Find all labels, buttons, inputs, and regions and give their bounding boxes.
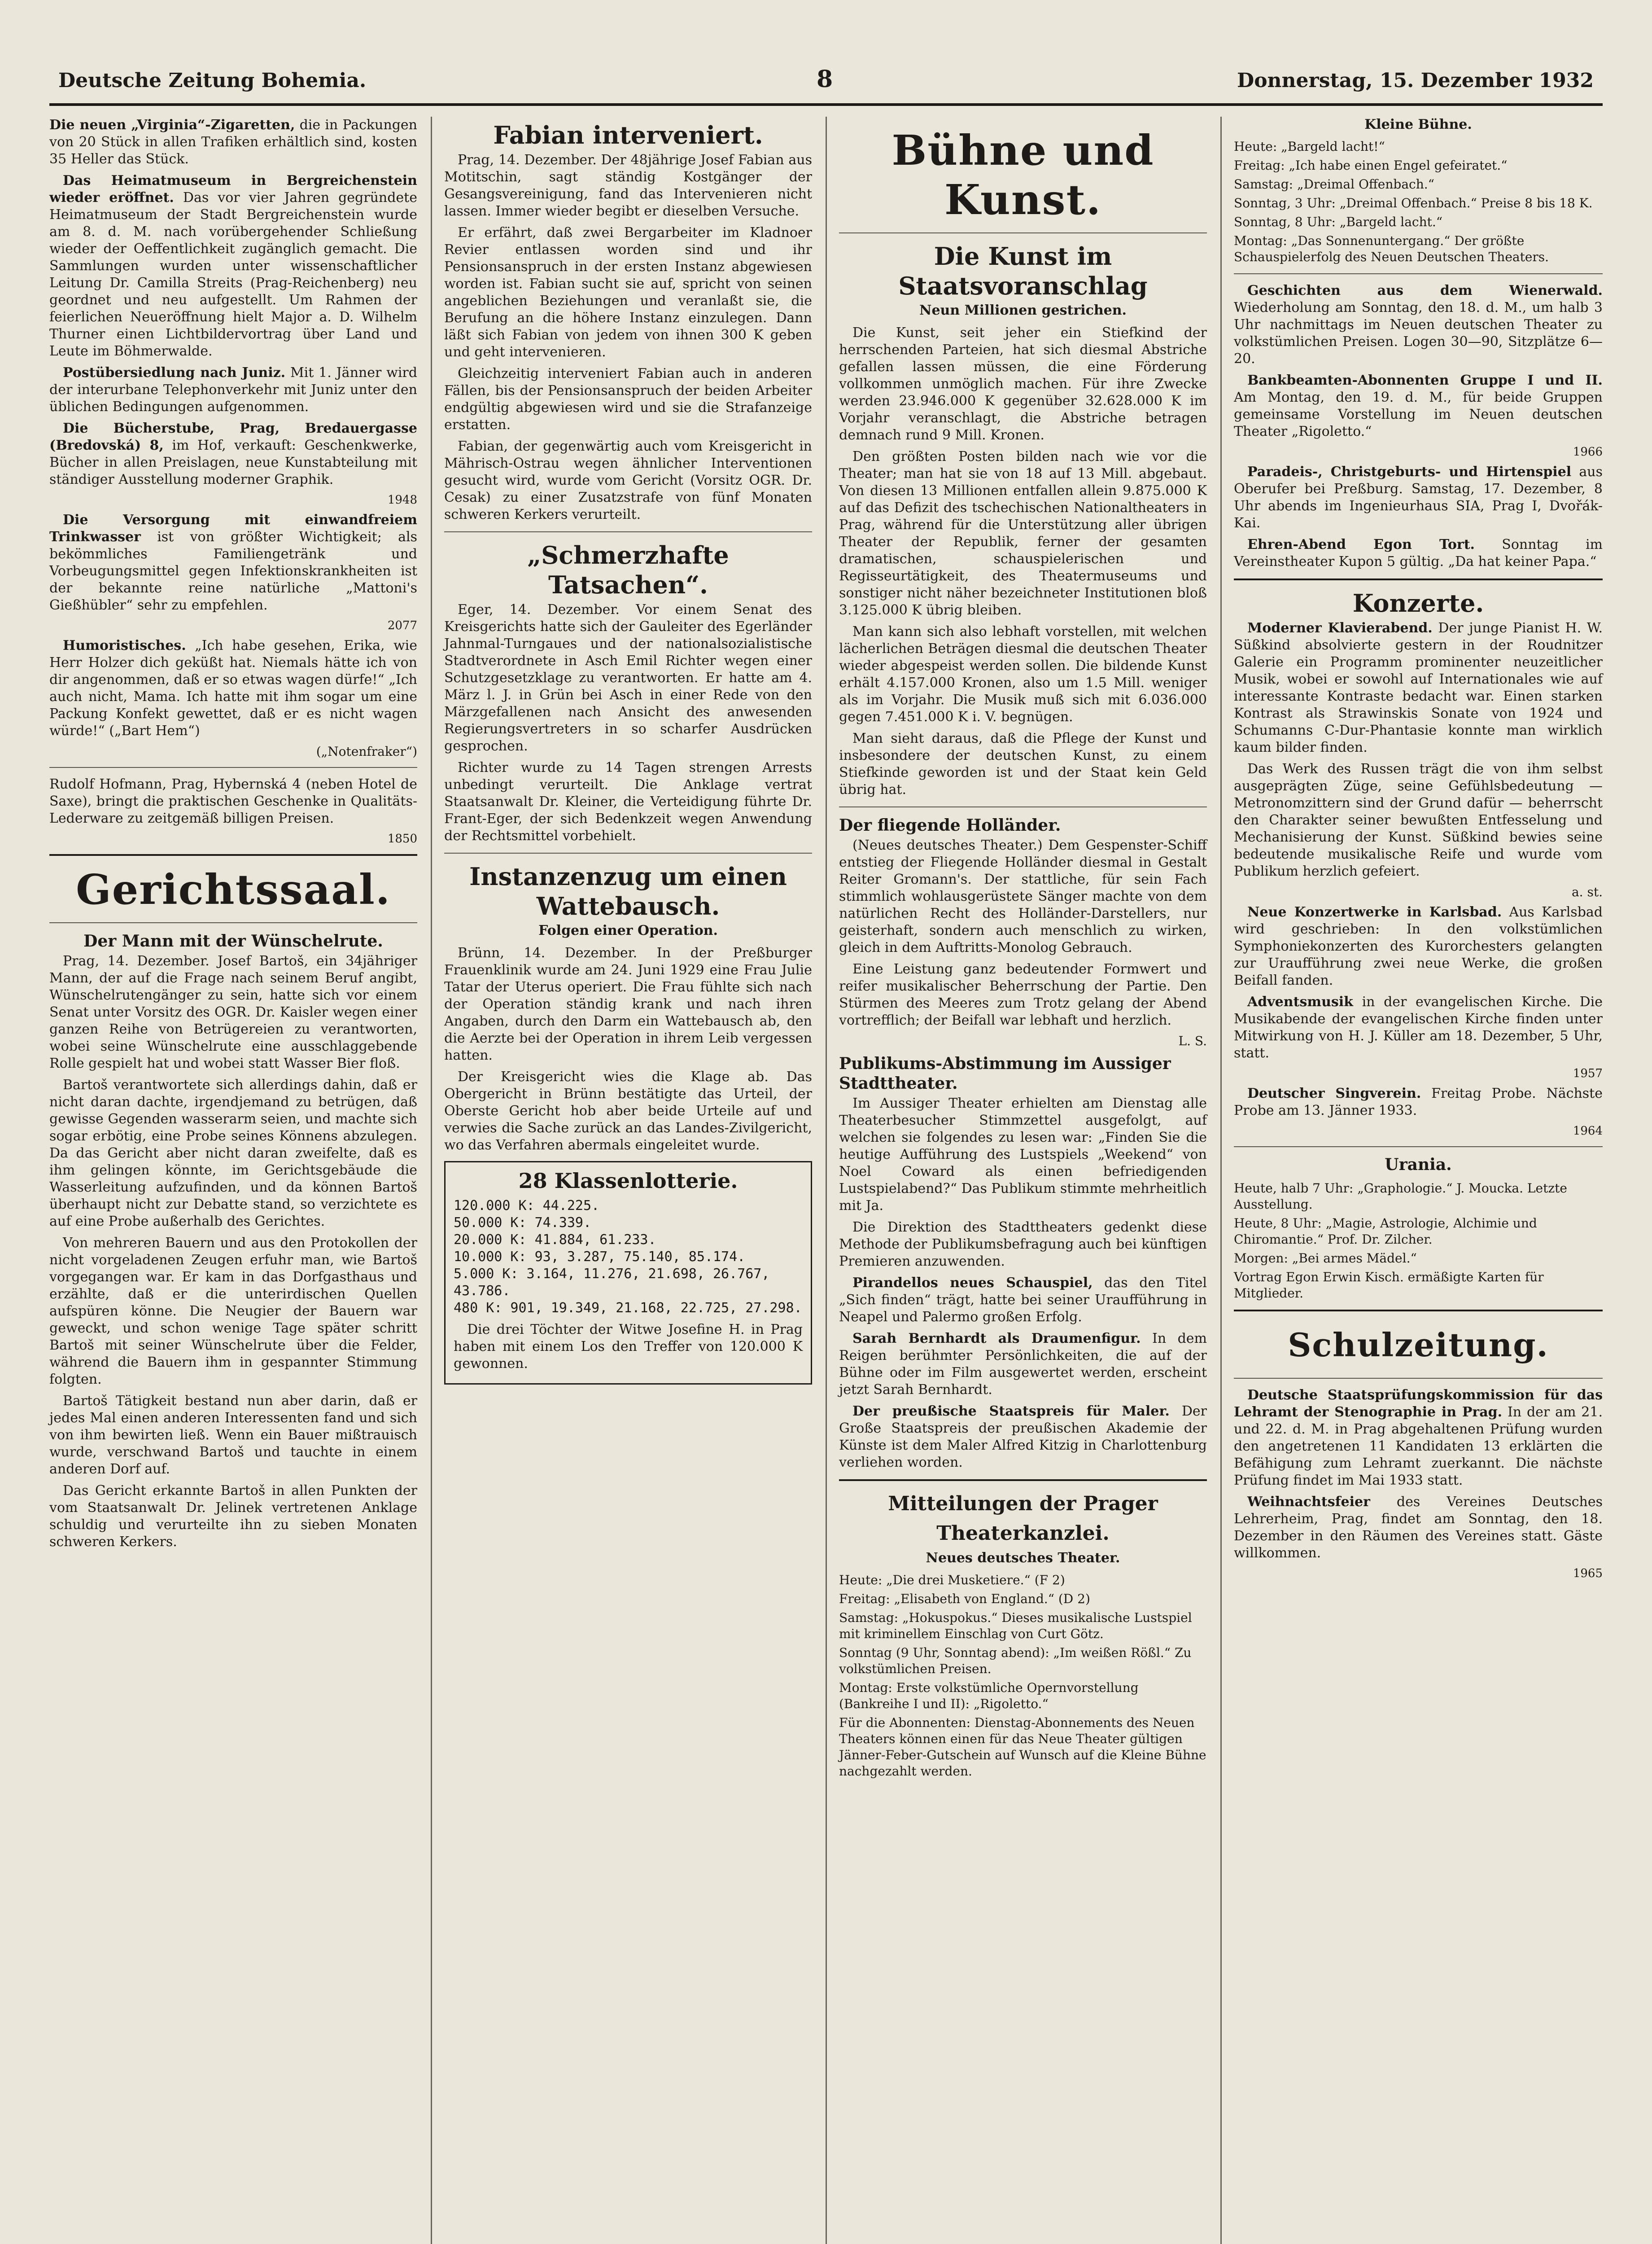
article-subtitle: Folgen einer Operation. bbox=[538, 923, 718, 938]
program-item: Sonntag, 3 Uhr: „Dreimal Offenbach.“ Preise 8 bis 18 K. bbox=[1234, 196, 1593, 210]
notice: Die neuen „Virginia“-Zigaretten, die in Packungen von 20 Stück in allen Trafiken erhältlich sind, kosten 35 Heller das Stück. bbox=[49, 117, 417, 167]
notice: Weihnachtsfeier des Vereines Deutsches Lehrerheim, Prag, findet am Sonntag, den 18. Dezember in den Räumen des Vereines statt. Gäste willkommen. bbox=[1234, 1494, 1603, 1561]
section-heading: Bühne und Kunst. bbox=[892, 126, 1154, 224]
article-paragraph: Den größten Posten bilden nach wie vor die Theater; man hat sie von 18 auf 13 Mill. abgebaut. Von diesen 13 Millionen entfallen allein 9.875.000 K auf das Defizit des tschechischen Nationaltheaters in Prag, während für die Unterstützung aller übrigen Theater der Republik, ferner der gesamten dramatischen, schauspielerischen und Regisseurtätigkeit, des Theatermuseums und sonstiger nicht näher bezeichneter Institutionen bloß 3.125.000 K übrig bleiben. bbox=[839, 449, 1207, 618]
program-item: Heute: „Bargeld lacht!“ bbox=[1234, 139, 1385, 154]
theater-name: Kleine Bühne. bbox=[1364, 117, 1472, 132]
article-paragraph: Das Gericht erkannte Bartoš in allen Punkten der vom Staatsanwalt Dr. Jelinek vertretenen Anklage schuldig und verurteilte ihn zu sieben Monaten schweren Kerkers. bbox=[49, 1483, 417, 1550]
divider bbox=[444, 531, 812, 532]
lottery-row: 5.000 K: 3.164, 11.276, 21.698, 26.767, 43.786. bbox=[454, 1266, 770, 1299]
lottery-row: 120.000 K: 44.225. bbox=[454, 1198, 600, 1214]
article-paragraph: Er erfährt, daß zwei Bergarbeiter im Kladnoer Revier entlassen worden sind und ihr Pensionsanspruch in der ersten Instanz abgewiesen worden ist. Fabian sucht sie auf, spricht von seinen angeblichen Beziehungen und veranlaßt sie, die Berufung an die höhere Instanz einzulegen. Dann läßt sich Fabian von jedem von ihnen 300 K geben und geht intervenieren. bbox=[444, 225, 812, 360]
notice: Geschichten aus dem Wienerwald. Wiederholung am Sonntag, den 18. d. M., um halb 3 Uhr nachmittags im Neuen deutschen Theater zu volkstümlichen Preisen. Logen 30—90, Sitzplätze 6—20. bbox=[1234, 283, 1603, 367]
divider bbox=[1234, 1378, 1603, 1379]
notice: Die Versorgung mit einwandfreiem Trinkwasser ist von größter Wichtigkeit; als bekömmliches Familiengetränk und Vorbeugungsmittel gegen Infektionskrankheiten ist der bekannte reine natürliche „Mattoni's Gießhübler“ sehr zu empfehlen. bbox=[49, 512, 417, 613]
column-3 bbox=[839, 117, 1207, 2244]
article-title: Fabian interveniert. bbox=[493, 121, 763, 149]
notice: Paradeis-, Christgeburts- und Hirtenspiel aus Oberufer bei Preßburg. Samstag, 17. Dezember, 8 Uhr abends im Ingenieurhaus SIA, Prag I, Dvořák-Kai. bbox=[1234, 464, 1603, 531]
column-4 bbox=[1234, 117, 1603, 2244]
article-title: Der fliegende Holländer. bbox=[839, 816, 1061, 835]
article-paragraph: Brünn, 14. Dezember. In der Preßburger Frauenklinik wurde am 24. Juni 1929 eine Frau Julie Tatar der Uterus operiert. Die Frau fühlte sich nach der Operation ständig krank und nach ihren Angaben, durch den Darm ein Wattebausch ab, den die Aerzte bei der Operation in ihrem Leib vergessen hatten. bbox=[444, 945, 812, 1063]
program-item: Freitag: „Ich habe einen Engel gefeiratet.“ bbox=[1234, 158, 1508, 173]
column-rule bbox=[826, 117, 827, 2244]
notice: Adventsmusik in der evangelischen Kirche. Die Musikabende der evangelischen Kirche finden unter Mitwirkung von H. J. Küller am 18. Dezember, 5 Uhr, statt. bbox=[1234, 994, 1603, 1061]
divider bbox=[839, 806, 1207, 807]
notice: Bankbeamten-Abonnenten Gruppe I und II. Am Montag, den 19. d. M., für beide Gruppen gemeinsame Vorstellung im Neuen deutschen Theater „Rigoletto.“ bbox=[1234, 373, 1603, 439]
notice: Das Heimatmuseum in Bergreichenstein wieder eröffnet. Das vor vier Jahren gegründete Heimatmuseum der Stadt Bergreichenstein wurde am 8. d. M. nach vorübergehender Schließung wieder der Oeffentlichkeit zugänglich gemacht. Die Sammlungen wurden unter wissenschaftlicher Leitung Dr. Camilla Streits (Prag-Reichenberg) neu geordnet und neu aufgestellt. Um Rahmen der feierlichen Neueröffnung hielt Major a. D. Wilhelm Thurner einen Lichtbildervortrag über Land und Leute im Böhmerwalde. bbox=[49, 173, 417, 359]
notice: Sarah Bernhardt als Draumenfigur. In dem Reigen berühmter Persönlichkeiten, die auf der Bühne oder im Film ausgewertet werden, erscheint jetzt Sarah Bernhardt. bbox=[839, 1331, 1207, 1398]
article-title: Publikums-Abstimmung im Aussiger Stadttheater. bbox=[839, 1054, 1171, 1093]
program-item: Für die Abonnenten: Dienstag-Abonnements des Neuen Theaters können einen für das Neue Theater gültigen Jänner-Feber-Gutschein auf Wunsch auf die Kleine Bühne nachgezahlt werden. bbox=[839, 1715, 1206, 1779]
section-heading: Gerichtssaal. bbox=[76, 865, 391, 914]
divider bbox=[1234, 1146, 1603, 1147]
ad-ref: 1948 bbox=[387, 493, 417, 507]
article-paragraph: Von mehreren Bauern und aus den Protokollen der nicht vorgeladenen Zeugen erfuhr man, wie Bartoš vorgegangen war. Er kam in das Dorfgasthaus und erzählte, daß er die unterirdischen Quellen aufspüren könne. Die Neugier der Bauern war geweckt, und schon wenige Tage später schritt Bartoš mit seiner Wünschelrute über die Felder, während die Bauern ihm in gespannter Stimmung folgten. bbox=[49, 1235, 417, 1387]
program-item: Heute, 8 Uhr: „Magie, Astrologie, Alchimie und Chiromantie.“ Prof. Dr. Zilcher. bbox=[1234, 1216, 1537, 1247]
notice: Moderner Klavierabend. Der junge Pianist H. W. Süßkind absolvierte gestern in der Roudnitzer Galerie ein Programm prominenter neuzeitlicher Musik, wobei er sowohl auf Internationales wie auf interessante Kontraste bedacht war. Einen starken Kontrast als Strawinskis Sonate von 1924 und Schumanns C-Dur-Phantasie konnte man wirklich kaum bilder finden. bbox=[1234, 620, 1603, 755]
article-title: „Schmerzhafte Tatsachen“. bbox=[527, 541, 729, 599]
lottery-note: Die drei Töchter der Witwe Josefine H. in Prag haben mit einem Los den Treffer von 120.000 K gewonnen. bbox=[454, 1322, 803, 1372]
article-paragraph: Im Aussiger Theater erhielten am Dienstag alle Theaterbesucher Stimmzettel ausgefolgt, auf welchen sie folgendes zu lesen war: „Finden Sie die heutige Aufführung des Lustspiels „Weekend“ von Noel Coward als einen befriedigenden Lustspielabend?“ Das Publikum stimmte mehrheitlich mit Ja. bbox=[839, 1096, 1207, 1214]
article-paragraph: Prag, 14. Dezember. Josef Bartoš, ein 34jähriger Mann, der auf die Frage nach seinem Beruf angibt, Wünschelrutengänger zu sein, hatte sich vor einem Senat unter Vorsitz des OGR. Dr. Kaisler wegen einer ganzen Reihe von Betrügereien zu verantworten, wobei seine Wünschelrute eine ausschlaggebende Rolle gespielt hat und wobei statt Wasser Bier floß. bbox=[49, 953, 417, 1071]
issue-date: Donnerstag, 15. Dezember 1932 bbox=[1237, 69, 1594, 92]
column-rule bbox=[1220, 117, 1222, 2244]
article-signature: a. st. bbox=[1571, 885, 1603, 899]
lottery-row: 10.000 K: 93, 3.287, 75.140, 85.174. bbox=[454, 1249, 746, 1265]
notice: Der preußische Staatspreis für Maler. Der Große Staatspreis der preußischen Akademie der Künste ist dem Maler Alfred Kitzig in Charlottenburg verliehen worden. bbox=[839, 1403, 1207, 1470]
divider bbox=[839, 1479, 1207, 1481]
program-item: Vortrag Egon Erwin Kisch. ermäßigte Karten für Mitglieder. bbox=[1234, 1270, 1544, 1301]
program-item: Morgen: „Bei armes Mädel.“ bbox=[1234, 1251, 1417, 1266]
notice: Die Bücherstube, Prag, Bredauergasse (Bredovská) 8, im Hof, verkauft: Geschenkwerke, Bücher in allen Preislagen, neue Kunstabteilung mit ständiger Ausstellung moderner Graphik. bbox=[49, 421, 418, 487]
article-paragraph: Gleichzeitig interveniert Fabian auch in anderen Fällen, bis der Pensionsanspruch der beiden Arbeiter endgültig abgewiesen wird und sie die Strafanzeige erstatten. bbox=[444, 366, 812, 433]
divider bbox=[49, 767, 417, 768]
notice: Deutsche Staatsprüfungskommission für das Lehramt der Stenographie in Prag. In der am 21. und 22. d. M. in Prag abgehaltenen Prüfung wurden den angetretenen 11 Kandidaten 13 erklärten die Befähigung zum Lehramt zuerkannt. Die nächste Prüfung findet im Mai 1933 statt. bbox=[1234, 1387, 1603, 1488]
program-item: Montag: „Das Sonnenuntergang.“ Der größte Schauspielerfolg des Neuen Deutschen Theaters. bbox=[1234, 233, 1549, 264]
article-paragraph: Man sieht daraus, daß die Pflege der Kunst und insbesondere der deutschen Kunst, zu einem Stiefkinde geworden ist und der Staat kein Geld übrig hat. bbox=[839, 731, 1207, 798]
program-item: Heute, halb 7 Uhr: „Graphologie.“ J. Moucka. Letzte Ausstellung. bbox=[1234, 1181, 1567, 1212]
article-paragraph: Die Kunst, seit jeher ein Stiefkind der herrschenden Parteien, hat sich diesmal Abstriche gefallen lassen müssen, die eine Förderung vollkommen unmöglich machen. Für ihre Zwecke werden 23.946.000 K gegenüber 32.628.000 K im Vorjahr veranschlagt, die Abstriche betragen demnach rund 9 Mill. Kronen. bbox=[839, 325, 1207, 443]
divider bbox=[444, 853, 812, 854]
ad-ref: 1964 bbox=[1573, 1124, 1603, 1138]
notice: Ehren-Abend Egon Tort. Sonntag im Vereinstheater Kupon 5 gültig. „Da hat keiner Papa.“ bbox=[1234, 537, 1603, 570]
article-paragraph: Bartoš verantwortete sich allerdings dahin, daß er nicht daran dachte, irgendjemand zu betrügen, daß gewisse Gegenden wasserarm seien, und machte sich sogar erbötig, eine Probe seines Könnens abzulegen. Da das Gericht aber nicht daran zweifelte, daß es ihm gelingen könnte, im Gerichtsgebäude die Wasserleitung aufzufinden, und da können Bartoš überhaupt nicht zur Debatte stand, so verzichtete es auf eine Probe außerhalb des Gerichtes. bbox=[49, 1077, 417, 1229]
divider bbox=[1234, 579, 1603, 580]
article-paragraph: Eger, 14. Dezember. Vor einem Senat des Kreisgerichts hatte sich der Gauleiter des Egerländer Jahnmal-Turngaues und der nationalsozialistische Stadtverordnete in Asch Emil Richter wegen einer Schutzgesetzklage zu verantworten. Er hatte am 4. März l. J. in Grün bei Asch in einer Rede von den Märzgefallenen nach Ansicht des anwesenden Regierungsvertreters in so scharfer Ausdrücken gesprochen. bbox=[444, 602, 812, 754]
section-heading: Schulzeitung. bbox=[1288, 1326, 1549, 1364]
masthead bbox=[49, 63, 1603, 106]
article-paragraph: (Neues deutsches Theater.) Dem Gespenster-Schiff entstieg der Fliegende Holländer diesmal in Gestalt Reiter Gromann's. Der stattliche, für sein Fach stimmlich wohlausgerüstete Sänger machte von dem natürlichen Recht des Holländer-Darstellers, nur geisterhaft, sondern auch menschlich zu wirken, gleich in dem Auftritts-Monolog Gebrauch. bbox=[839, 837, 1207, 955]
article-paragraph: Das Werk des Russen trägt die von ihm selbst ausgeprägten Züge, seine Gefühlsbedeutung — Metronomzittern sind der Grund dafür — beherrscht den Charakter seiner bewußten Entfesselung und Mechanisierung der Kunst. Süßkind bewies seine bedeutende musikalische Reife und wurde vom Publikum herzlich gefeiert. bbox=[1234, 761, 1603, 879]
article-paragraph: Der Kreisgericht wies die Klage ab. Das Obergericht in Brünn bestätigte das Urteil, der Oberste Gericht hob aber beide Urteile auf und verwies die Sache zurück an das Landes-Zivilgericht, wo das Verfahren abermals eingeleitet wurde. bbox=[444, 1069, 812, 1153]
divider bbox=[1234, 273, 1603, 274]
divider bbox=[1234, 1310, 1603, 1311]
newspaper-name: Deutsche Zeitung Bohemia. bbox=[58, 69, 367, 92]
program-item: Sonntag (9 Uhr, Sonntag abend): „Im weißen Rößl.“ Zu volkstümlichen Preisen. bbox=[839, 1645, 1192, 1676]
article-paragraph: Richter wurde zu 14 Tagen strengen Arrests unbedingt verurteilt. Die Anklage vertrat Staatsanwalt Dr. Kleiner, die Verteidigung führte Dr. Frant-Eger, der sich Bedenkzeit wegen Anwendung der Rechtsmittel vorbehielt. bbox=[444, 760, 812, 844]
article-title: Der Mann mit der Wünschelrute. bbox=[83, 932, 383, 951]
article-paragraph: Die Direktion des Stadttheaters gedenkt diese Methode der Publikumsbefragung auch bei künftigen Premieren anzuwenden. bbox=[839, 1219, 1207, 1269]
divider bbox=[49, 922, 417, 923]
lottery-title: 28 Klassenlotterie. bbox=[518, 1169, 738, 1193]
divider bbox=[49, 854, 417, 856]
program-item: Sonntag, 8 Uhr: „Bargeld lacht.“ bbox=[1234, 215, 1443, 229]
humor: Humoristisches. „Ich habe gesehen, Erika, wie Herr Holzer dich geküßt hat. Niemals hätte ich von dir angenommen, daß er so etwas wagen dürfe!“ „Ich auch nicht, Mama. Ich hatte mit ihm sogar um eine Packung Konfekt gewettet, daß er es nicht wagen würde!“ („Bart Hem“) bbox=[49, 638, 417, 739]
notice: Deutscher Singverein. Freitag Probe. Nächste Probe am 13. Jänner 1933. bbox=[1234, 1086, 1603, 1118]
theater-name: Urania. bbox=[1385, 1155, 1452, 1174]
newspaper-page bbox=[49, 63, 1603, 2244]
page-number: 8 bbox=[817, 66, 833, 93]
lottery-row: 50.000 K: 74.339. bbox=[454, 1215, 592, 1231]
notice: Pirandellos neues Schauspiel, das den Titel „Sich finden“ trägt, hatte bei seiner Uraufführung in Neapel und Palermo großen Erfolg. bbox=[839, 1275, 1207, 1325]
ad-ref: 1965 bbox=[1573, 1567, 1603, 1580]
article-paragraph: Prag, 14. Dezember. Der 48jährige Josef Fabian aus Motitschin, sagt ständig Kostgänger der Gesangsvereinigung, fand das Intervenieren nicht lassen. Immer wieder begibt er dieselben Versuche. bbox=[444, 152, 812, 219]
article-signature: L. S. bbox=[1178, 1034, 1207, 1048]
program-item: Montag: Erste volkstümliche Opernvorstellung (Bankreihe I und II): „Rigoletto.“ bbox=[839, 1680, 1139, 1711]
column-2 bbox=[444, 117, 812, 2244]
lottery-row: 20.000 K: 41.884, 61.233. bbox=[454, 1232, 656, 1248]
program-item: Freitag: „Elisabeth von England.“ (D 2) bbox=[839, 1591, 1090, 1606]
article-title: Die Kunst im Staatsvoranschlag bbox=[898, 242, 1148, 300]
article-paragraph: Eine Leistung ganz bedeutender Formwert und reifer musikalischer Beherrschung der Partie. Den Stürmen des Meeres zum Trotz gelang der Abend vortrefflich; der Beifall war lebhaft und herzlich. bbox=[839, 961, 1207, 1028]
ad-ref: 2077 bbox=[387, 619, 417, 632]
column-rule bbox=[431, 117, 432, 2244]
ad-ref: 1966 bbox=[1573, 445, 1603, 459]
section-heading: Konzerte. bbox=[1352, 589, 1484, 618]
article-paragraph: Bartoš Tätigkeit bestand nun aber darin, daß er jedes Mal einen anderen Interessenten fand und sich von ihm bewirten ließ. Wenn ein Bauer mißtrauisch wurde, verschwand Bartoš und tauchte in einem anderen Dorf auf. bbox=[49, 1393, 417, 1477]
article-subtitle: Neun Millionen gestrichen. bbox=[919, 302, 1127, 318]
program-item: Heute: „Die drei Musketiere.“ (F 2) bbox=[839, 1573, 1065, 1587]
lottery-row: 480 K: 901, 19.349, 21.168, 22.725, 27.298. bbox=[454, 1300, 802, 1316]
divider bbox=[839, 232, 1207, 233]
program-item: Samstag: „Dreimal Offenbach.“ bbox=[1234, 177, 1434, 192]
ad-ref: 1850 bbox=[387, 832, 417, 846]
column-1 bbox=[49, 117, 417, 2244]
article-title: Instanzenzug um einen Wattebausch. bbox=[469, 862, 787, 920]
article-paragraph: Fabian, der gegenwärtig auch vom Kreisgericht in Mährisch-Ostrau wegen ähnlicher Interventionen gesucht wird, wurde vom Gericht (Vorsitz OGR. Dr. Cesak) zu einer Zusatzstrafe von fünf Monaten schweren Kerkers verurteilt. bbox=[444, 438, 812, 522]
article-paragraph: Man kann sich also lebhaft vorstellen, mit welchen lächerlichen Beträgen diesmal die deutschen Theater wieder abgespeist werden sollen. Die bildende Kunst erhält 4.157.000 Kronen, also um 1.5 Mill. weniger als im Vorjahr. Die Musik muß sich mit 6.036.000 gegen 7.451.000 K i. V. begnügen. bbox=[839, 624, 1207, 725]
notice: Neue Konzertwerke in Karlsbad. Aus Karlsbad wird geschrieben: In den volkstümlichen Symphoniekonzerten des Kurorchesters gelangten zur Uraufführung zwei neue Werke, die großen Beifall fanden. bbox=[1234, 904, 1603, 988]
section-heading: Mitteilungen der Prager Theaterkanzlei. bbox=[888, 1492, 1158, 1545]
advertisement: Rudolf Hofmann, Prag, Hybernská 4 (neben Hotel de Saxe), bringt die praktischen Geschenke in Qualitäts-Lederware zu zeitgemäß billigen Preisen. bbox=[49, 776, 417, 826]
humor-source: („Notenfraker“) bbox=[316, 744, 417, 759]
lottery-box bbox=[444, 1161, 812, 1385]
theater-name: Neues deutsches Theater. bbox=[926, 1550, 1120, 1566]
program-item: Samstag: „Hokuspokus.“ Dieses musikalische Lustspiel mit kriminellem Einschlag von Curt Götz. bbox=[839, 1610, 1192, 1641]
notice: Postübersiedlung nach Juniz. Mit 1. Jänner wird der interurbane Telephonverkehr mit Juniz unter den üblichen Bedingungen aufgenommen. bbox=[49, 365, 417, 415]
ad-ref: 1957 bbox=[1573, 1067, 1603, 1080]
